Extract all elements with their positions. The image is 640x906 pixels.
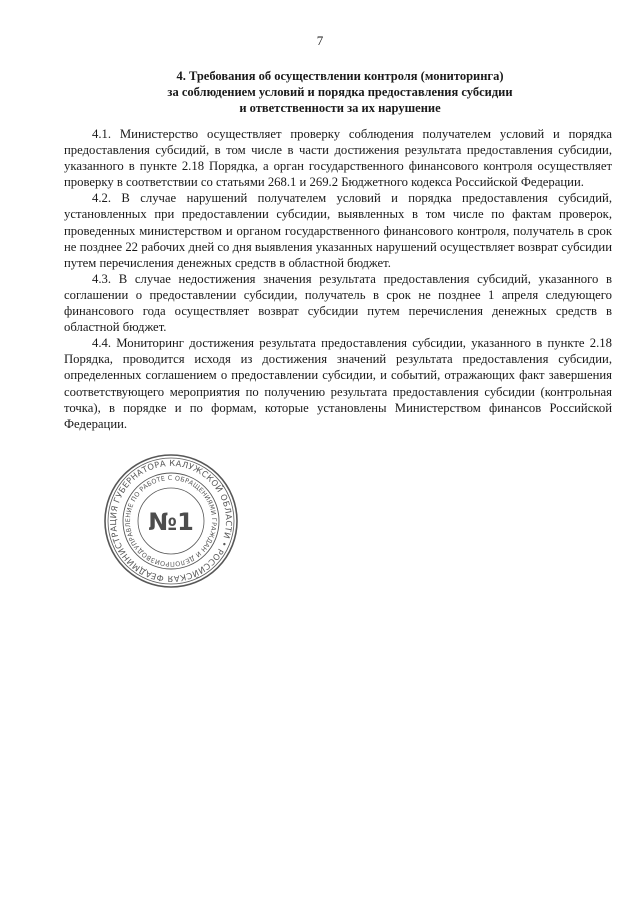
section-heading-line-1: 4. Требования об осуществлении контроля (мониторинга) [176,69,504,83]
section-heading [60,68,620,116]
stamp-seal [102,452,240,590]
stamp-number: №1 [148,508,194,536]
section-heading-line-3: и ответственности за их нарушение [239,101,441,115]
stamp-inner-text: УПРАВЛЕНИЕ ПО РАБОТЕ С ОБРАЩЕНИЯМИ ГРАЖДАН И ДЕЛОПРОИЗВОДСТВА [123,473,219,569]
paragraph-4-4: 4.4. Мониторинг достижения результата предоставления субсидии, указанного в пункте 2.18 Порядка, проводится исходя из достижения значений результата предоставления субсидии, определенных соглашением о предоставлении субсидии, и событий, отражающих факт завершения соответствующего мероприятия по получению результата предоставления субсидии (контрольная точка), в порядке и по формам, которые установлены Министерством финансов Российской Федерации. [64,336,612,431]
paragraph-4-2: 4.2. В случае нарушений получателем условий и порядка предоставления субсидий, установленных при предоставлении субсидии, выявленных в том числе по фактам проверок, проведенных министерством и органом государственного финансового контроля, получатель в срок не позднее 22 рабочих дней со дня выявления указанных нарушений осуществляет возврат субсидии путем перечисления денежных средств в областной бюджет. [64,191,612,270]
body-text [64,126,612,432]
paragraph-4-1: 4.1. Министерство осуществляет проверку соблюдения получателем условий и порядка предоставления субсидий, в том числе в части достижения результата предоставления субсидии, указанного в пункте 2.18 Порядка, а орган государственного финансового контроля осуществляет проверку в соответствии со статьями 268.1 и 269.2 Бюджетного кодекса Российской Федерации. [64,127,612,190]
page-number: 7 [316,33,324,48]
paragraph-4-3: 4.3. В случае недостижения значения результата предоставления субсидий, указанного в соглашении о предоставлении субсидии, получатель в срок не позднее 1 апреля следующего финансового года осуществляет возврат субсидии путем перечисления денежных средств в областной бюджет. [64,271,612,335]
stamp-outer-text: АДМИНИСТРАЦИЯ ГУБЕРНАТОРА КАЛУЖСКОЙ ОБЛАСТИ • РОССИЙСКАЯ ФЕДЕРАЦИЯ [107,457,235,585]
section-heading-line-2: за соблюдением условий и порядка предоставления субсидии [167,85,513,99]
official-stamp [102,452,240,590]
